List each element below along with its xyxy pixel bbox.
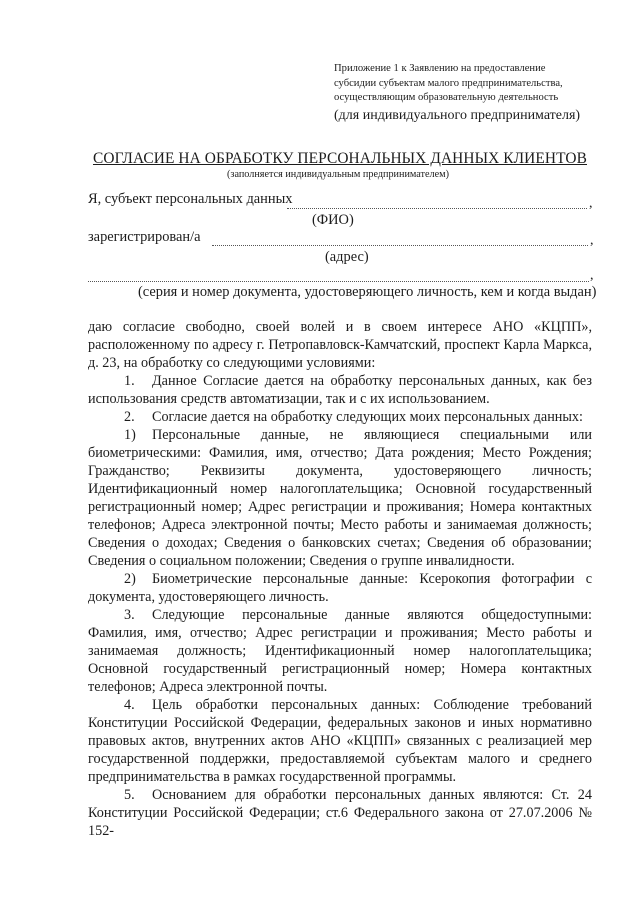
- clause-2-1-text: Персональные данные, не являющиеся специальными или биометрическими: Фамилия, имя, отчество; Дата рождения; Место Рождения; Гражданство; Реквизиты документа, удостоверяющего личность; Идентификационный номер налогоплательщика; Основной государственный регистрационный номер; Адрес регистрации и проживания; Номера контактных телефонов; Адреса электронной почты; Место работы и занимаемая должность; Сведения о доходах; Сведения о банковских счетах; Сведения об образовании; Сведения о социальном положении; Сведения о группе инвалидности.: [88, 427, 592, 569]
- address-comma: ,: [590, 233, 594, 248]
- fio-comma: ,: [589, 196, 593, 211]
- clause-4: [88, 696, 592, 786]
- address-fill-line: [212, 245, 588, 246]
- address-caption: (адрес): [325, 249, 369, 265]
- document-caption: (серия и номер документа, удостоверяющего личность, кем и когда выдан): [138, 284, 597, 300]
- appendix-line-4: (для индивидуального предпринимателя): [334, 107, 581, 123]
- clause-2-1-number: 1): [124, 427, 136, 443]
- appendix-line-3: осуществляющим образовательную деятельность: [334, 92, 559, 104]
- appendix-line-1: Приложение 1 к Заявлению на предоставление: [334, 63, 546, 74]
- clause-1-text: Данное Согласие дается на обработку персональных данных, как без использования средств автоматизации, так и с их использованием.: [88, 373, 592, 407]
- clause-1: [88, 372, 592, 408]
- clause-2-2: [88, 570, 592, 606]
- intro-paragraph: даю согласие свободно, своей волей и в своем интересе АНО «КЦПП», расположенному по адресу г. Петропавловск-Камчатский, проспект Карла Маркса, д. 23, на обработку со следующими условиями:: [88, 319, 592, 371]
- clause-2-number: 2.: [124, 409, 135, 425]
- consent-body: [88, 318, 592, 840]
- fio-fill-line: [287, 208, 587, 209]
- clause-3-number: 3.: [124, 607, 135, 623]
- subject-label: Я, субъект персональных данных: [88, 191, 293, 207]
- clause-2: [88, 408, 592, 426]
- clause-4-text: Цель обработки персональных данных: Соблюдение требований Конституции Российской Федерации, федеральных законов и иных нормативно правовых актов, внутренних актов АНО «КЦПП» связанных с реализацией мер государственной поддержки, предоставляемой субъектам малого и среднего предпринимательства в рамках государственной программы.: [88, 697, 592, 785]
- appendix-line-2: субсидии субъектам малого предпринимательства,: [334, 77, 563, 89]
- document-title: СОГЛАСИЕ НА ОБРАБОТКУ ПЕРСОНАЛЬНЫХ ДАННЫХ КЛИЕНТОВ: [92, 150, 587, 167]
- document-subtitle: (заполняется индивидуальным предпринимателем): [227, 169, 449, 180]
- clause-5-text: Основанием для обработки персональных данных являются: Ст. 24 Конституции Российской Федерации; ст.6 Федерального закона от 27.07.2006 № 152-: [88, 787, 592, 839]
- clause-5: [88, 786, 592, 840]
- fio-caption: (ФИО): [312, 212, 354, 228]
- registered-label: зарегистрирован/а: [88, 229, 201, 245]
- clause-3: [88, 606, 592, 696]
- clause-1-number: 1.: [124, 373, 135, 389]
- clause-5-number: 5.: [124, 787, 135, 803]
- appendix-note: [334, 62, 592, 124]
- clause-3-text: Следующие персональные данные являются общедоступными: Фамилия, имя, отчество; Адрес регистрации и проживания; Место работы и занимаемая должность; Идентификационный номер налогоплательщика; Основной государственный регистрационный номер; Номера контактных телефонов; Адреса электронной почты.: [88, 607, 592, 695]
- clause-2-1: [88, 426, 592, 570]
- clause-2-2-text: Биометрические персональные данные: Ксерокопия фотографии с документа, удостоверяющего личность.: [88, 571, 592, 605]
- clause-2-2-number: 2): [124, 571, 136, 587]
- clause-2-text: Согласие дается на обработку следующих моих персональных данных:: [152, 409, 583, 425]
- document-comma: ,: [590, 268, 594, 283]
- clause-4-number: 4.: [124, 697, 135, 713]
- document-fill-line: [88, 281, 589, 282]
